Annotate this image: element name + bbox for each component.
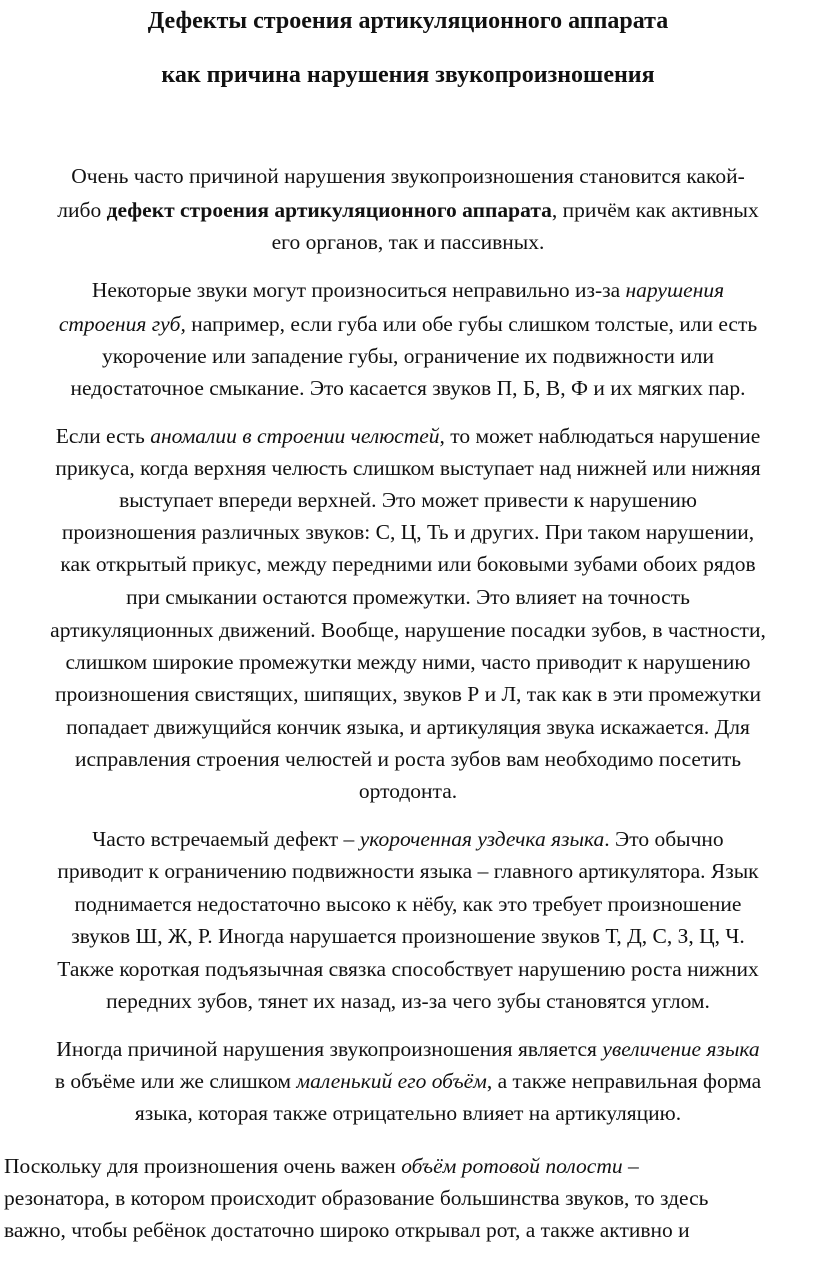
text-line: приводит к ограничению подвижности языка – главного артикулятора. Язык — [57, 859, 759, 883]
text-line — [0, 196, 816, 224]
text-line: передних зубов, тянет их назад, из-за чего зубы становятся углом. — [106, 989, 710, 1013]
text-run: Если есть — [55, 424, 151, 448]
text-run: Некоторые звуки могут произноситься неправильно из-за — [91, 278, 626, 302]
text-line: артикуляционных движений. Вообще, нарушение посадки зубов, в частности, — [50, 618, 766, 642]
text-line — [0, 276, 816, 304]
text-line: звуков Ш, Ж, Р. Иногда нарушается произношение звуков Т, Д, С, З, Ц, Ч. — [71, 924, 745, 948]
text-line: прикуса, когда верхняя челюсть слишком выступает над нижней или нижняя — [55, 456, 761, 480]
text-line: языка, которая также отрицательно влияет на артикуляцию. — [134, 1101, 682, 1125]
text-run: Поскольку для произношения очень важен — [4, 1154, 402, 1178]
text-line: исправления строения челюстей и роста зубов вам необходимо посетить — [74, 747, 742, 771]
italic-text: маленький его объём — [296, 1069, 487, 1093]
text-run: , а также неправильная форма — [486, 1069, 762, 1093]
text-run: либо — [57, 198, 107, 222]
text-run: , причём как активных — [551, 198, 759, 222]
text-line: важно, чтобы ребёнок достаточно широко открывал рот, а также активно и — [4, 1218, 690, 1242]
text-line: его органов, так и пассивных. — [271, 230, 545, 254]
text-run: в объёме или же слишком — [54, 1069, 297, 1093]
text-run: Часто встречаемый дефект – — [92, 827, 360, 851]
text-line — [0, 422, 816, 450]
text-line — [0, 1035, 816, 1063]
text-line: поднимается недостаточно высоко к нёбу, как это требует произношение — [74, 892, 742, 916]
text-line: попадает движущийся кончик языка, и артикуляция звука искажается. Для — [66, 715, 750, 739]
text-run: например, если губа или обе губы слишком толстые, или есть — [185, 312, 758, 336]
text-run: – — [622, 1154, 639, 1178]
italic-text: укороченная уздечка языка — [359, 827, 605, 851]
text-run: , то может наблюдаться нарушение — [439, 424, 761, 448]
italic-text: нарушения — [625, 278, 725, 302]
text-line: выступает впереди верхней. Это может привести к нарушению — [119, 488, 697, 512]
text-line: при смыкании остаются промежутки. Это влияет на точность — [126, 585, 690, 609]
text-line: произношения различных звуков: С, Ц, Ть и других. При таком нарушении, — [61, 520, 755, 544]
text-line — [4, 1152, 812, 1180]
text-line — [0, 825, 816, 853]
text-line: Очень часто причиной нарушения звукопроизношения становится какой- — [71, 164, 745, 188]
text-line: резонатора, в котором происходит образование большинства звуков, то здесь — [4, 1186, 709, 1210]
text-line: произношения свистящих, шипящих, звуков Р и Л, так как в эти промежутки — [54, 682, 762, 706]
bold-text: дефект строения артикуляционного аппарата — [106, 198, 552, 222]
title-line-2: как причина нарушения звукопроизношения — [161, 62, 655, 88]
text-line — [0, 1067, 816, 1095]
text-line: недостаточное смыкание. Это касается звуков П, Б, В, Ф и их мягких пар. — [70, 376, 746, 400]
text-line: слишком широкие промежутки между ними, часто приводит к нарушению — [65, 650, 751, 674]
text-run: . Это обычно — [604, 827, 724, 851]
text-run: Иногда причиной нарушения звукопроизношения является — [56, 1037, 603, 1061]
title-line-1: Дефекты строения артикуляционного аппарата — [147, 8, 669, 34]
text-line: ортодонта. — [358, 779, 458, 803]
text-line: как открытый прикус, между передними или боковыми зубами обоих рядов — [60, 552, 756, 576]
italic-text: увеличение языка — [602, 1037, 760, 1061]
text-line: укорочение или западение губы, ограничение их подвижности или — [101, 344, 715, 368]
text-line: Также короткая подъязычная связка способствует нарушению роста нижних — [57, 957, 759, 981]
text-line — [0, 310, 816, 338]
italic-text: аномалии в строении челюстей — [150, 424, 440, 448]
italic-text: строения губ, — [58, 312, 186, 336]
italic-text: объём ротовой полости — [401, 1154, 623, 1178]
